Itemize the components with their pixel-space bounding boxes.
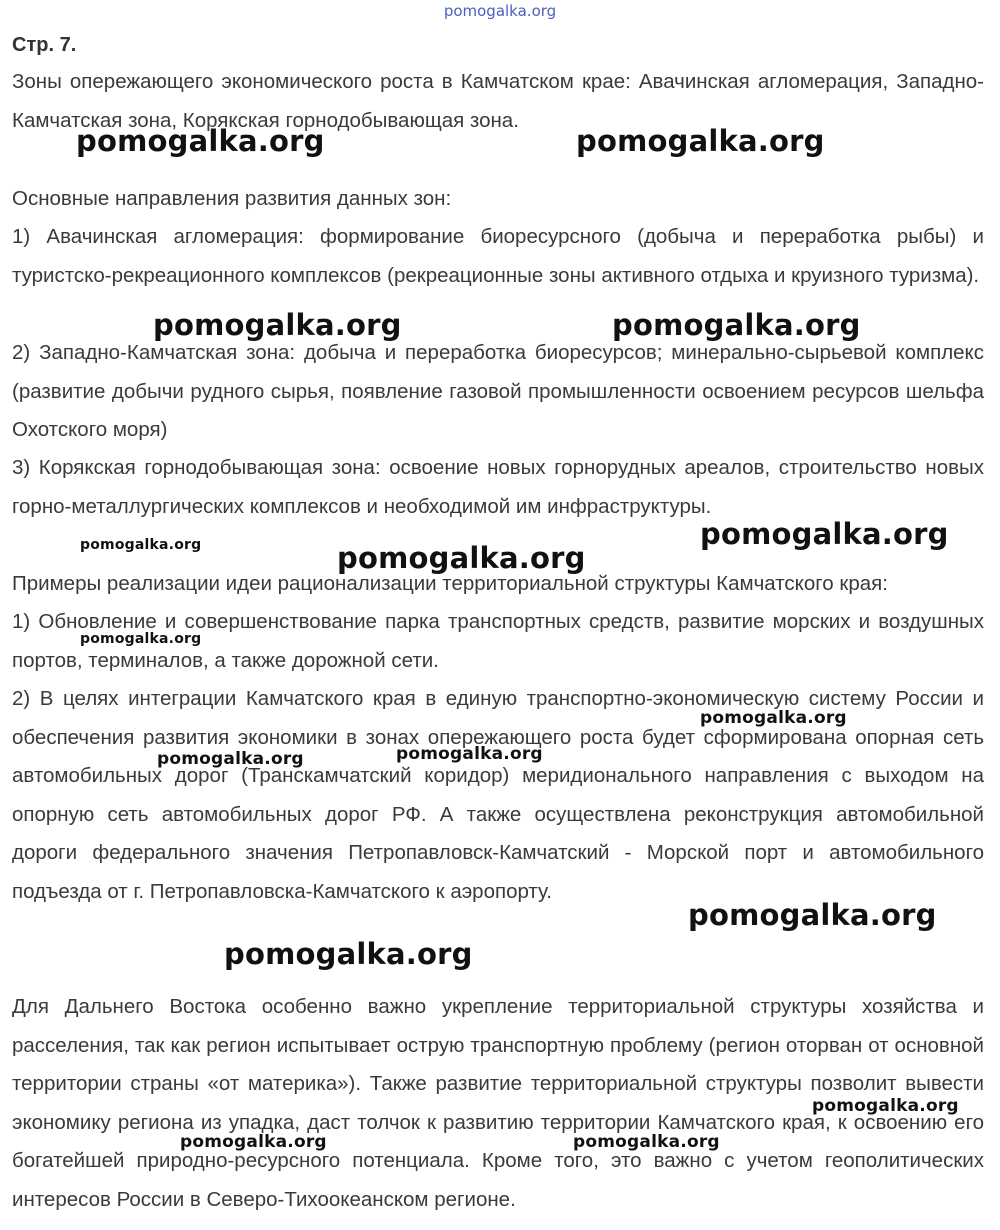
watermark: pomogalka.org [337, 541, 586, 575]
watermark: pomogalka.org [153, 308, 402, 342]
paragraph-direction-1: 1) Авачинская агломерация: формирование биоресурсного (добыча и переработка рыбы) и туристско-рекреационного комплексов (рекреационные зоны активного отдыха и круизного туризма). [12, 225, 984, 287]
watermark: pomogalka.org [180, 1132, 327, 1152]
watermark: pomogalka.org [224, 937, 473, 971]
watermark: pomogalka.org [700, 517, 949, 551]
paragraph-example-2: 2) В целях интеграции Камчатского края в единую транспортно-экономическую систему России и обеспечения развития экономики в зонах опережающего роста будет сформирована опорная сеть автомобильных дорог (Транскамчатский коридор) меридионального направления с выходом на опорную сеть автомобильных дорог РФ. А также осуществлена реконструкция автомобильной дороги федерального значения Петропавловск-Камчатский - Морской порт и автомобильного подъезда от г. Петропавловска-Камчатского к аэропорту. [12, 687, 984, 903]
site-header: pomogalka.org [443, 2, 557, 20]
paragraph-direction-3: 3) Корякская горнодобывающая зона: освоение новых горнорудных ареалов, строительство новых горно-металлургических комплексов и необходимой им инфраструктуры. [12, 456, 984, 518]
paragraph-example-1: 1) Обновление и совершенствование парка транспортных средств, развитие морских и воздушных портов, терминалов, а также дорожной сети. [12, 610, 984, 672]
paragraph-zones: Зоны опережающего экономического роста в Камчатском крае: Авачинская агломерация, Западно-Камчатская зона, Корякская горнодобывающая зона. [12, 70, 984, 132]
watermark: pomogalka.org [573, 1132, 720, 1152]
paragraph-examples-heading: Примеры реализации идеи рационализации территориальной структуры Камчатского края: [12, 572, 888, 595]
watermark: pomogalka.org [688, 898, 937, 932]
paragraph-directions-heading: Основные направления развития данных зон: [12, 187, 452, 210]
watermark: pomogalka.org [80, 537, 202, 553]
watermark: pomogalka.org [576, 124, 825, 158]
paragraph-direction-2: 2) Западно-Камчатская зона: добыча и переработка биоресурсов; минерально-сырьевой комплекс (развитие добычи рудного сырья, появление газовой промышленности освоением ресурсов шельфа Охотского моря) [12, 341, 984, 441]
watermark: pomogalka.org [76, 124, 325, 158]
paragraph-conclusion: Для Дальнего Востока особенно важно укрепление территориальной структуры хозяйства и расселения, так как регион испытывает острую транспортную проблему (регион оторван от основной территории страны «от материка»). Также развитие территориальной структуры позволит вывести экономику региона из упадка, даст толчок к развитию территории Камчатского края, к освоению его богатейшей природно-ресурсного потенциала. Кроме того, это важно с учетом геополитических интересов России в Северо-Тихоокеанском регионе. [12, 995, 984, 1211]
watermark: pomogalka.org [396, 744, 543, 764]
watermark: pomogalka.org [80, 631, 202, 647]
page-number: Стр. 7. [12, 34, 77, 56]
watermark: pomogalka.org [612, 308, 861, 342]
watermark: pomogalka.org [157, 749, 304, 769]
watermark: pomogalka.org [812, 1096, 959, 1116]
watermark: pomogalka.org [700, 708, 847, 728]
